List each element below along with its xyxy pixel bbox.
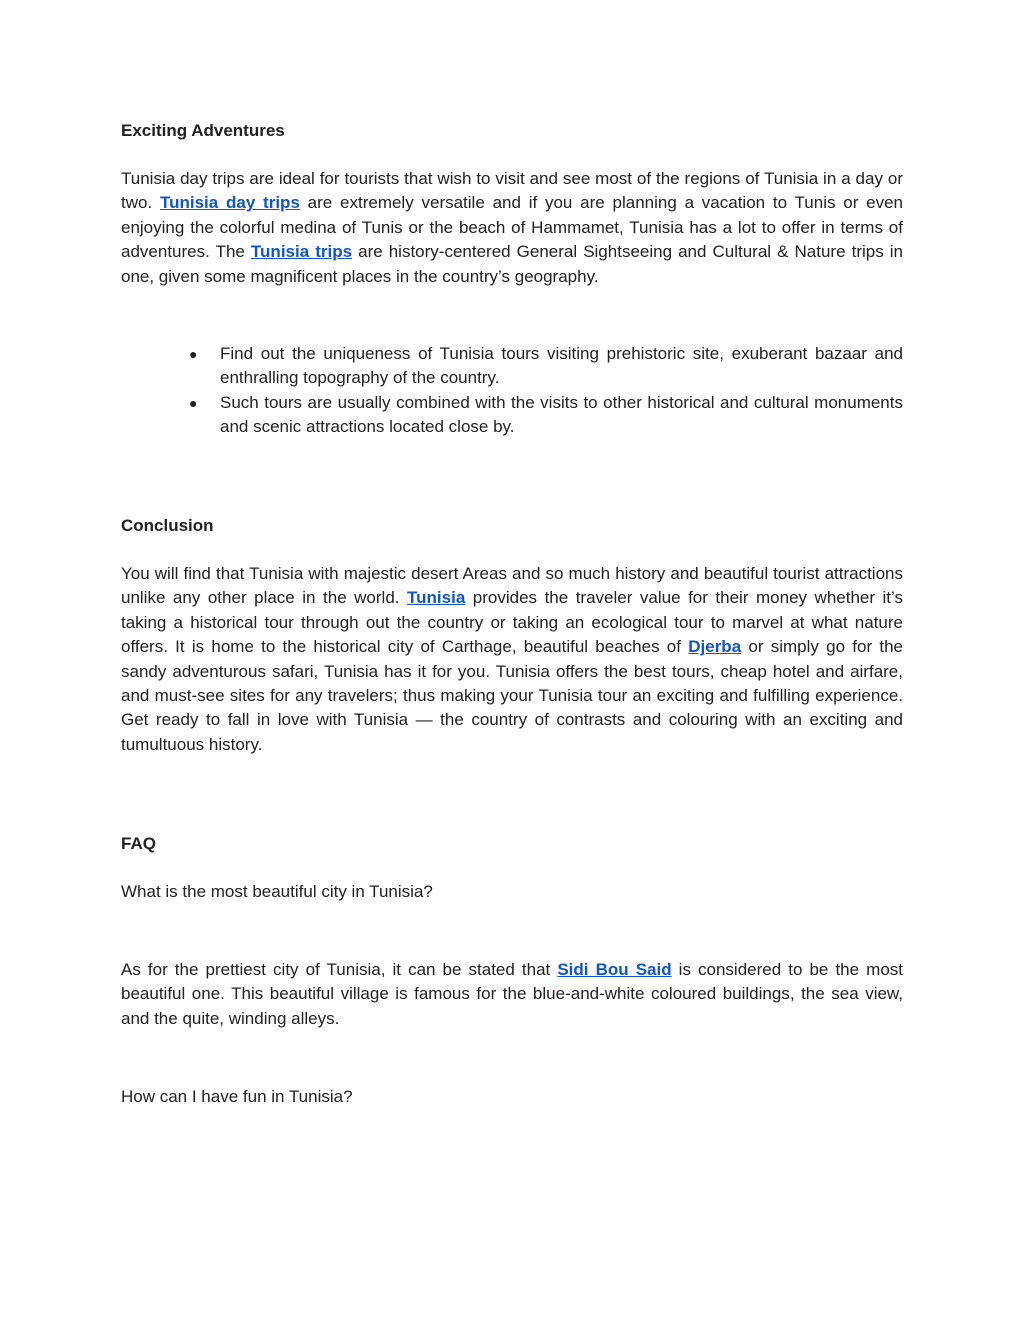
djerba-link[interactable]: Djerba: [688, 637, 742, 657]
conclusion-text-3: or simply go for the sandy adventurous safari, Tunisia has it for you. Tunisia offers the best tours, cheap hotel and airfare, and must-see sites for any travelers; thus making your Tunisia tour an exciting and fulfilling experience. Get ready to fall in love with Tunisia — the country of contrasts and colouring with an exciting and tumultuous history.: [121, 637, 904, 754]
faq-question-1-block: [121, 880, 903, 904]
document-page: [121, 0, 903, 1325]
faq-question-2-block: [121, 1085, 903, 1109]
tunisia-trips-link[interactable]: Tunisia trips: [250, 242, 353, 262]
adventures-bullet-list: [121, 342, 903, 440]
adventures-paragraph: [121, 167, 903, 289]
tunisia-day-trips-link[interactable]: Tunisia day trips: [159, 193, 300, 213]
bullet-icon: ●: [189, 346, 198, 362]
conclusion-text-2: provides the traveler value for their money whether it’s taking a historical tour through out the country or taking an ecological tour to marvel at what nature offers. It is home to the historical city of Carthage, beautiful beaches of: [121, 588, 903, 657]
tunisia-link[interactable]: Tunisia: [407, 588, 466, 608]
sidi-bou-said-link[interactable]: Sidi Bou Said: [557, 960, 672, 979]
list-item: [121, 342, 903, 391]
adventures-text-1: Tunisia day trips are ideal for tourists that wish to visit and see most of the regions of Tunisia in a day or two.: [121, 169, 903, 213]
adventures-bullets-block: [121, 342, 903, 440]
faq-section: [121, 832, 903, 856]
conclusion-heading: Conclusion: [121, 516, 214, 535]
conclusion-text-1: You will find that Tunisia with majestic desert Areas and so much history and beautiful tourist attractions unlike any other place in the world.: [121, 564, 903, 608]
conclusion-section: [121, 514, 903, 538]
faq-heading: FAQ: [121, 834, 156, 853]
faq-answer-text-1: As for the prettiest city of Tunisia, it can be stated that: [121, 960, 558, 979]
faq-answer-text-2: is considered to be the most beautiful one. This beautiful village is famous for the blue-and-white coloured buildings, the sea view, and the quite, winding alleys.: [121, 960, 903, 1028]
faq-answer-1-block: [121, 958, 903, 1031]
bullet-text: Find out the uniqueness of Tunisia tours visiting prehistoric site, exuberant bazaar and enthralling topography of the country.: [220, 344, 903, 388]
bullet-icon: ●: [189, 394, 198, 411]
faq-question-2: How can I have fun in Tunisia?: [121, 1087, 353, 1106]
bullet-text: Such tours are usually combined with the visits to other historical and cultural monuments and scenic attractions located close by.: [220, 392, 903, 437]
adventures-paragraph-block: [121, 167, 903, 289]
adventures-section: [121, 119, 903, 143]
faq-answer-1: [121, 958, 903, 1031]
adventures-heading: Exciting Adventures: [121, 121, 285, 140]
faq-question-1: What is the most beautiful city in Tunisia?: [121, 882, 433, 901]
adventures-text-3: are history-centered General Sightseeing and Cultural & Nature trips in one, given some magnificent places in the country’s geography.: [121, 242, 903, 286]
adventures-text-2: are extremely versatile and if you are planning a vacation to Tunis or even enjoying the colorful medina of Tunis or the beach of Hammamet, Tunisia has a lot to offer in terms of adventures. The: [121, 193, 904, 262]
conclusion-paragraph-block: [121, 562, 903, 757]
list-item: [121, 391, 903, 440]
conclusion-paragraph: [121, 562, 903, 757]
